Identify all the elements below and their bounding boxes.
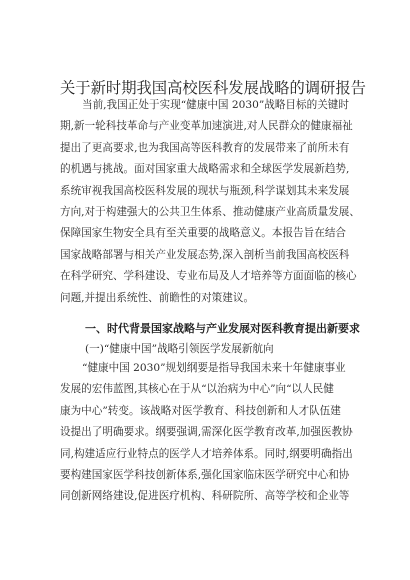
text-line: 问题,并提出系统性、前瞻性的对策建议。: [60, 291, 255, 304]
text-line: 系统审视我国高校医科发展的现状与瓶颈,科学谋划其未来发展: [60, 184, 350, 197]
text-line: 要构建国家医学科技创新体系,强化国家临床医学研究中心和协: [60, 468, 350, 481]
text-line: 同,构建适应行业特点的医学人才培养体系。同时,纲要明确指出: [60, 447, 353, 460]
intro-paragraph: [60, 95, 370, 309]
text-line: 同创新网络建设,促进医疗机构、科研院所、高等学校和企业等: [60, 490, 350, 503]
section-heading: 一、时代背景国家战略与产业发展对医科教育提出新要求: [85, 322, 360, 335]
text-line: 方向,对于构建强大的公共卫生体系、推动健康产业高质量发展、: [60, 205, 360, 218]
subsection-heading: (一)“健康中国”战略引领医学发展新航向: [85, 343, 274, 355]
text-line: 国家战略部署与相关产业发展态势,深入剖析当前我国高校医科: [60, 248, 350, 261]
text-line: 当前,我国正处于实现“健康中国 2030”战略目标的关键时: [82, 99, 349, 111]
text-line: “健康中国 2030”规划纲要是指导我国未来十年健康事业: [82, 362, 346, 374]
document-title: 关于新时期我国高校医科发展战略的调研报告: [60, 79, 366, 97]
text-line: 保障国家生物安全具有至关重要的战略意义。本报告旨在结合: [60, 227, 347, 240]
text-line: 的机遇与挑战。面对国家重大战略需求和全球医学发展新趋势,: [60, 163, 350, 176]
text-line: 提出了更高要求,也为我国高等医科教育的发展带来了前所未有: [60, 141, 350, 154]
body-paragraph: [60, 358, 370, 508]
text-line: 在科学研究、学科建设、专业布局及人才培养等方面面临的核心: [60, 270, 357, 283]
text-line: 设提出了明确要求。纲要强调,需深化医学教育改革,加强医教协: [60, 426, 353, 439]
text-line: 康为中心”转变。该战略对医学教育、科技创新和人才队伍建: [60, 404, 341, 417]
text-line: 发展的宏伟蓝图,其核心在于从“以治病为中心”向“以人民健: [60, 383, 334, 396]
text-line: 期,新一轮科技革命与产业变革加速演进,对人民群众的健康福祉: [60, 120, 353, 133]
